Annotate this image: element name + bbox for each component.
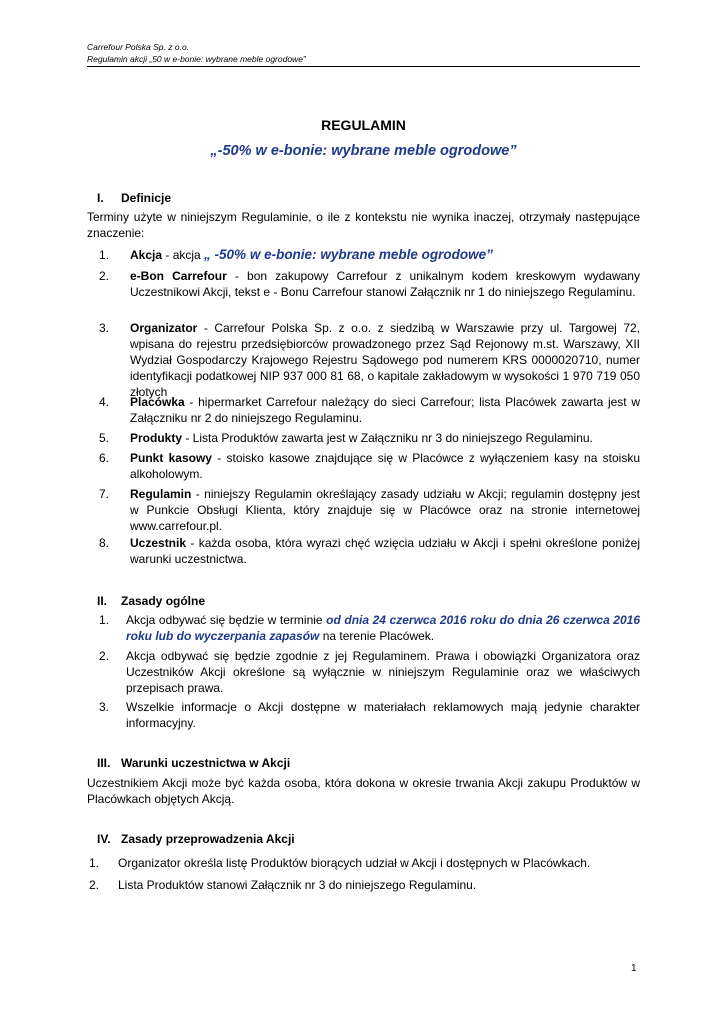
definition-term: Placówka bbox=[130, 395, 185, 409]
procedure-text: Organizator określa listę Produktów biorących udział w Akcji i dostępnych w Placówkach. bbox=[118, 856, 591, 870]
section-title: Definicje bbox=[121, 191, 172, 205]
header-company: Carrefour Polska Sp. z o.o. bbox=[87, 42, 190, 52]
definition-text: - bon zakupowy Carrefour z unikalnym kodem kreskowym wydawany Uczestnikowi Akcji, tekst e - Bonu Carrefour stanowi Załącznik nr 1 do niniejszego Regulaminu. bbox=[130, 269, 640, 299]
section-heading-definitions bbox=[97, 191, 171, 205]
item-number: 1. bbox=[98, 248, 109, 262]
running-header bbox=[87, 41, 640, 65]
item-number: 3. bbox=[98, 700, 109, 714]
rule-item bbox=[87, 648, 640, 696]
procedure-item bbox=[87, 877, 640, 893]
definition-item bbox=[87, 486, 640, 534]
promo-period: od dnia 24 czerwca 2016 roku do dnia 26 czerwca 2016 roku lub do wyczerpania zapasów bbox=[126, 613, 640, 643]
definition-term: e-Bon Carrefour bbox=[130, 269, 227, 283]
section-title: Zasady ogólne bbox=[121, 594, 206, 608]
page-title: REGULAMIN bbox=[321, 117, 406, 133]
procedure-item bbox=[87, 855, 640, 871]
item-number: 5. bbox=[98, 431, 109, 445]
section-title: Zasady przeprowadzenia Akcji bbox=[121, 832, 295, 846]
page-number: 1 bbox=[631, 963, 637, 974]
definition-text: - hipermarket Carrefour należący do sieci Carrefour; lista Placówek zawarta jest w Załączniku nr 2 do niniejszego Regulaminu. bbox=[130, 395, 640, 425]
participation-text: Uczestnikiem Akcji może być każda osoba, która dokona w okresie trwania Akcji zakupu Produktów w Placówkach objętych Akcją. bbox=[87, 776, 640, 806]
definition-text: - akcja bbox=[162, 248, 205, 262]
rule-text: Wszelkie informacje o Akcji dostępne w materiałach reklamowych mają jedynie charakter informacyjny. bbox=[126, 700, 640, 730]
item-number: 8. bbox=[98, 536, 109, 550]
item-number: 6. bbox=[98, 451, 109, 465]
header-divider bbox=[87, 66, 640, 67]
item-number: 1. bbox=[98, 613, 109, 627]
item-number: 2. bbox=[98, 269, 109, 283]
definition-term: Akcja bbox=[130, 248, 163, 262]
definition-item bbox=[87, 535, 640, 567]
section-heading-general-rules bbox=[97, 594, 205, 608]
definition-item bbox=[87, 320, 640, 400]
section-heading-participation bbox=[97, 756, 290, 770]
section-number: III. bbox=[97, 756, 111, 770]
definition-text: - Carrefour Polska Sp. z o.o. z siedzibą w Warszawie przy ul. Targowej 72, wpisana do rejestru przedsiębiorców prowadzonego przez Sąd Rejonowy m.st. Warszawy, XII Wydział Gospodarczy Krajowego Rejestru Sądowego pod numerem KRS 0000020710, numer identyfikacji podatkowej NIP 937 000 81 68, o kapitale zakładowym w wysokości 1 970 719 050 złotych bbox=[130, 321, 640, 399]
procedure-text: Lista Produktów stanowi Załącznik nr 3 do niniejszego Regulaminu. bbox=[118, 878, 477, 892]
definition-term: Organizator bbox=[130, 321, 198, 335]
definition-text: - niniejszy Regulamin określający zasady udziału w Akcji; regulamin dostępny jest w Punkcie Obsługi Klienta, który znajduje się w Placówce oraz na stronie internetowej www.carrefour.pl. bbox=[130, 487, 640, 533]
definition-term: Punkt kasowy bbox=[130, 451, 212, 465]
section-number: II. bbox=[97, 594, 108, 608]
item-number: 7. bbox=[98, 487, 109, 501]
definition-term: Regulamin bbox=[130, 487, 192, 501]
promo-name: „ -50% w e-bonie: wybrane meble ogrodowe” bbox=[204, 247, 493, 262]
definition-term: Uczestnik bbox=[130, 536, 187, 550]
section-title: Warunki uczestnictwa w Akcji bbox=[121, 756, 291, 770]
rule-item bbox=[87, 699, 640, 731]
section-heading-procedure bbox=[97, 832, 295, 846]
definition-item bbox=[87, 268, 640, 316]
header-doc-title: Regulamin akcji „50 w e-bonie: wybrane meble ogrodowe” bbox=[87, 54, 306, 64]
section-number: I. bbox=[97, 191, 104, 205]
rule-text: Akcja odbywać się będzie w terminie bbox=[126, 613, 327, 627]
item-number: 2. bbox=[98, 649, 109, 663]
definition-term: Produkty bbox=[130, 431, 183, 445]
definition-item bbox=[87, 247, 640, 265]
definition-text: - każda osoba, która wyrazi chęć wzięcia udziału w Akcji i spełni określone poniżej warunki uczestnictwa. bbox=[130, 536, 640, 566]
item-number: 4. bbox=[98, 395, 109, 409]
rule-text: na terenie Placówek. bbox=[319, 629, 435, 643]
item-number: 3. bbox=[98, 321, 109, 335]
definitions-intro: Terminy użyte w niniejszym Regulaminie, o ile z kontekstu nie wynika inaczej, otrzymały następujące znaczenie: bbox=[87, 210, 640, 240]
item-number: 2. bbox=[88, 878, 99, 892]
definition-item bbox=[87, 450, 640, 482]
page-subtitle: „-50% w e-bonie: wybrane meble ogrodowe” bbox=[210, 143, 517, 159]
definition-item bbox=[87, 394, 640, 426]
item-number: 1. bbox=[88, 856, 99, 870]
definition-item bbox=[87, 430, 640, 446]
rule-item bbox=[87, 612, 640, 644]
section-number: IV. bbox=[97, 832, 111, 846]
rule-text: Akcja odbywać się będzie zgodnie z jej Regulaminem. Prawa i obowiązki Organizatora oraz Uczestników Akcji określone są wyłącznie w niniejszym Regulaminie oraz we właściwych przepisach prawa. bbox=[126, 649, 640, 695]
definition-text: - stoisko kasowe znajdujące się w Placówce z wyłączeniem kasy na stoisku alkoholowym. bbox=[130, 451, 640, 481]
definition-text: - Lista Produktów zawarta jest w Załączniku nr 3 do niniejszego Regulaminu. bbox=[182, 431, 593, 445]
